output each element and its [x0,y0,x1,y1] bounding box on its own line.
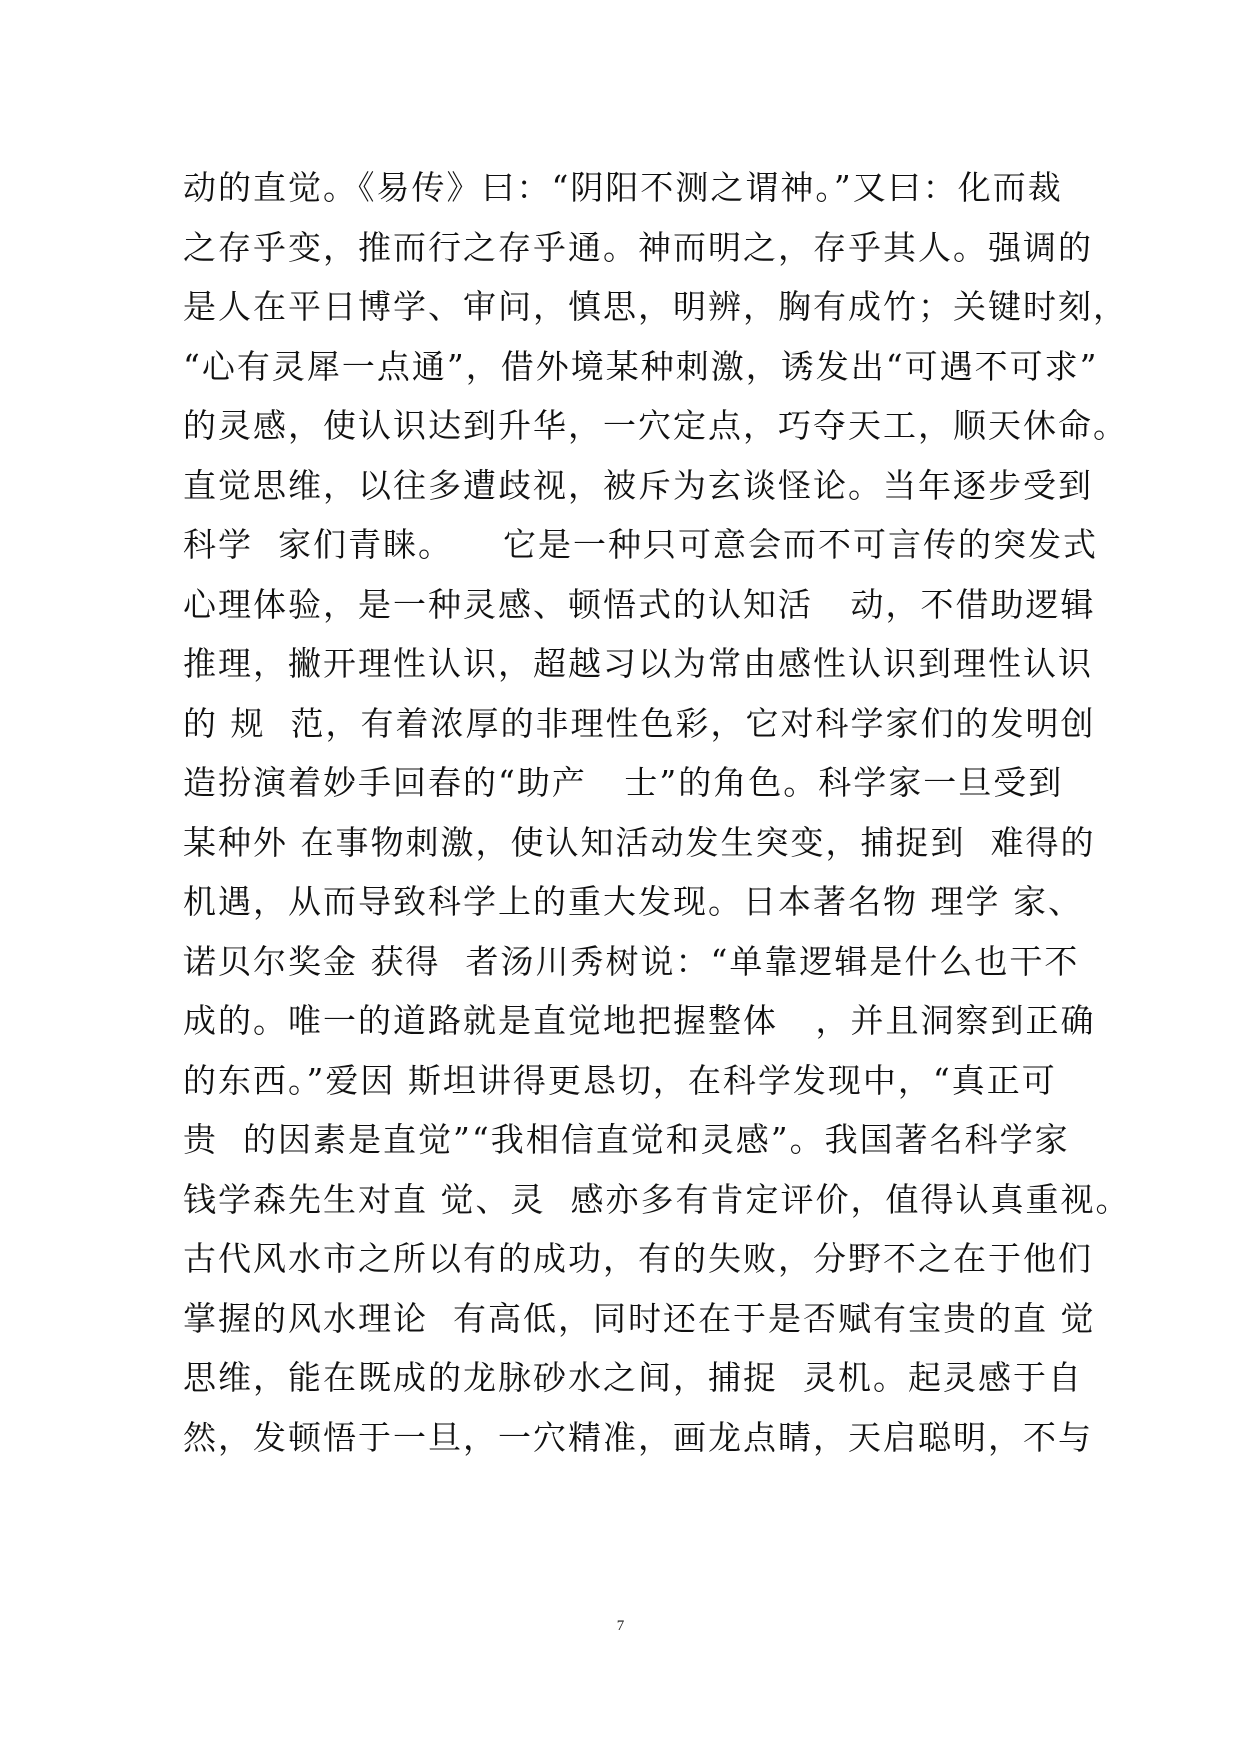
text-line: 诺贝尔奖金 获得 者汤川秀树说：“单靠逻辑是什么也干不 [183,941,1080,981]
text-line: 的灵感，使认识达到升华，一穴定点，巧夺天工，顺天休命。 [183,406,1128,445]
text-line: 然，发顿悟于一旦，一穴精准，画龙点睛，天启聪明，不与 [183,1417,1093,1457]
body-text [183,158,1131,1467]
text-line: “心有灵犀一点通”，借外境某种刺激，诱发出“可遇不可求” [183,346,1099,386]
text-line: 钱学森先生对直 觉、灵 感亦多有肯定评价，值得认真重视。 [183,1179,1131,1219]
text-line: 某种外 在事物刺激，使认知活动发生突变，捕捉到 难得的 [183,822,1096,862]
text-line: 机遇，从而导致科学上的重大发现。日本著名物 理学 家、 [183,882,1083,921]
text-line: 古代风水市之所以有的成功，有的失败，分野不之在于他们 [183,1239,1093,1278]
text-line: 成的。唯一的道路就是直觉地把握整体 ，并且洞察到正确 [183,1001,1096,1040]
text-line: 造扮演着妙手回春的“助产 士”的角色。科学家一旦受到 [183,763,1064,802]
text-line: 思维，能在既成的龙脉砂水之间，捕捉 灵机。起灵感于自 [183,1358,1083,1397]
text-line: 是人在平日博学、审问，慎思，明辨，胸有成竹；关键时刻， [183,287,1128,326]
text-line: 科学 家们青睐。 它是一种只可意会而不可言传的突发式 [183,525,1098,564]
page-number: 7 [616,1618,625,1634]
text-line: 掌握的风水理论 有高低，同时还在于是否赋有宝贵的直 觉 [183,1298,1096,1338]
text-line: 直觉思维，以往多遭歧视，被斥为玄谈怪论。当年逐步受到 [183,465,1093,505]
text-line: 贵 的因素是直觉”“我相信直觉和灵感”。我国著名科学家 [183,1120,1070,1159]
text-line: 的东西。”爱因 斯坦讲得更恳切，在科学发现中，“真正可 [183,1060,1057,1100]
text-line: 之存乎变，推而行之存乎通。神而明之，存乎其人。强调的 [183,227,1093,267]
text-line: 动的直觉。《易传》曰：“阴阳不测之谓神。”又曰：化而裁 [183,168,1063,207]
text-line: 推理，撇开理性认识，超越习以为常由感性认识到理性认识 [183,644,1093,683]
text-line: 的 规 范，有着浓厚的非理性色彩，它对科学家们的发明创 [183,703,1096,743]
text-line: 心理体验，是一种灵感、顿悟式的认知活 动，不借助逻辑 [183,584,1096,624]
